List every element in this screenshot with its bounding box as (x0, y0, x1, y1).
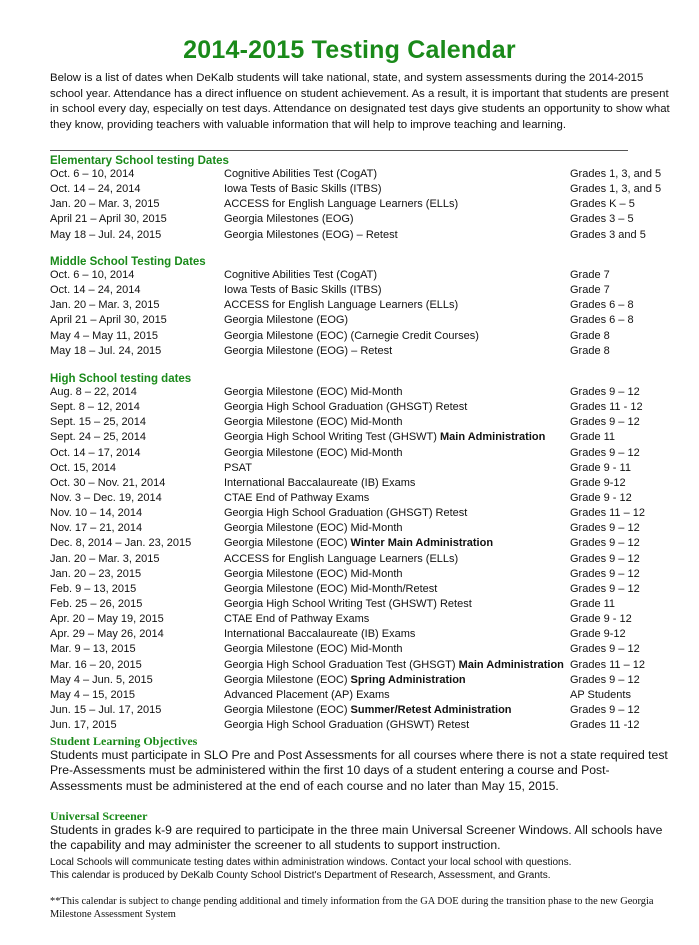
grade-cell: Grades 9 – 12 (570, 537, 640, 550)
intro-paragraph: Below is a list of dates when DeKalb students will take national, state, and system assessments during the 2014-2015 school year. Attendance has a direct influence on student achievement. As a result, it is important that students are present in school every day, especially on test days. Attendance on designated test days give students an opportunity to show what they know, providing teachers with valuable information that will help to improve teaching and learning. (50, 72, 670, 131)
test-name: ACCESS for English Language Learners (ELLs) (224, 198, 459, 211)
date-cell: Sept. 24 – 25, 2014 (50, 431, 147, 444)
test-cell (224, 552, 458, 567)
grade-cell: Grades 6 – 8 (570, 299, 634, 312)
local-note: Local Schools will communicate testing dates within administration windows. Contact your local school with questions. (50, 857, 572, 868)
date-cell: Oct. 6 – 10, 2014 (50, 269, 135, 281)
test-administration: Winter Main Administration (350, 537, 494, 550)
table-row (50, 182, 670, 197)
test-cell (224, 385, 403, 400)
date-cell: May 4 – 15, 2015 (50, 688, 136, 701)
grade-cell: Grades 9 – 12 (570, 567, 640, 580)
test-name: Georgia Milestone (EOG) (224, 314, 349, 327)
test-name: Iowa Tests of Basic Skills (ITBS) (224, 183, 382, 196)
test-cell (224, 167, 377, 182)
footnote: **This calendar is subject to change pending additional and timely information from the GA DOE during the transition phase to the new Georgia Milestone Assessment System (50, 896, 654, 920)
grade-cell: Grades 11 – 12 (570, 658, 646, 671)
date-cell: Oct. 14 – 24, 2014 (50, 183, 141, 196)
date-cell: Jan. 20 – Mar. 3, 2015 (50, 198, 160, 211)
test-administration: Main Administration (458, 658, 564, 671)
test-name: Georgia Milestone (EOC) Mid-Month (224, 643, 403, 656)
table-row (50, 212, 670, 227)
date-cell: May 18 – Jul. 24, 2015 (50, 228, 162, 241)
test-cell (224, 228, 398, 243)
test-cell (224, 506, 467, 521)
test-cell (224, 415, 403, 430)
test-cell (224, 597, 472, 612)
test-name: Georgia Milestone (EOC) Mid-Month (224, 567, 403, 580)
grade-cell: Grade 8 (570, 329, 610, 342)
test-cell (224, 268, 377, 283)
test-cell (224, 197, 458, 212)
test-name: Georgia Milestone (EOC) Mid-Month (224, 522, 403, 535)
grade-cell: Grade 7 (570, 269, 610, 281)
table-row (50, 521, 670, 536)
date-cell: Nov. 17 – 21, 2014 (50, 522, 143, 535)
table-row (50, 344, 670, 359)
table-row (50, 552, 670, 567)
test-name: Georgia High School Graduation (GHSGT) Retest (224, 507, 468, 520)
elementary-table (50, 167, 670, 243)
grade-cell: Grades 9 – 12 (570, 446, 640, 459)
test-cell (224, 718, 469, 733)
test-cell (224, 673, 466, 688)
date-cell: Sept. 15 – 25, 2014 (50, 416, 147, 429)
date-cell: April 21 – April 30, 2015 (50, 213, 167, 226)
date-cell: Oct. 15, 2014 (50, 461, 117, 474)
test-name: Georgia Milestone (EOG) – Retest (224, 344, 393, 357)
date-cell: Aug. 8 – 22, 2014 (50, 386, 137, 398)
table-row (50, 329, 670, 344)
table-row (50, 506, 670, 521)
test-cell (224, 461, 252, 476)
grade-cell: Grade 9-12 (570, 476, 626, 489)
date-cell: Oct. 30 – Nov. 21, 2014 (50, 476, 166, 489)
grade-cell: Grades 11 -12 (570, 719, 640, 732)
test-cell (224, 627, 415, 642)
test-cell (224, 446, 403, 461)
test-name: Georgia High School Graduation Test (GHSGT) (224, 658, 459, 671)
date-cell: Jan. 20 – Mar. 3, 2015 (50, 552, 160, 565)
date-cell: Jun. 17, 2015 (50, 719, 117, 732)
high-section-title: High School testing dates (50, 373, 192, 385)
grade-cell: Grades 1, 3, and 5 (570, 168, 662, 180)
grade-cell: Grade 11 (570, 597, 616, 610)
test-cell (224, 703, 512, 718)
test-cell (224, 212, 354, 227)
test-name: PSAT (224, 461, 252, 474)
test-cell (224, 313, 348, 328)
table-row (50, 597, 670, 612)
produced-note: This calendar is produced by DeKalb County School District's Department of Research, Assessment, and Grants. (50, 870, 551, 881)
middle-table (50, 268, 670, 359)
date-cell: Mar. 16 – 20, 2015 (50, 658, 142, 671)
table-row (50, 197, 670, 212)
date-cell: Oct. 14 – 17, 2014 (50, 446, 141, 459)
date-cell: Nov. 10 – 14, 2014 (50, 507, 143, 520)
test-cell (224, 430, 545, 445)
table-row (50, 415, 670, 430)
date-cell: Nov. 3 – Dec. 19, 2014 (50, 491, 162, 504)
table-row (50, 446, 670, 461)
slo-text: Students must participate in SLO Pre and Post Assessments for all courses where there is not a state required test Pre-Assessments must be administered within the first 10 days of a student entering a course and Post-Assessments must be administered at the end of each course and no later than May 15, 2015. (50, 748, 668, 793)
grade-cell: Grades 3 – 5 (570, 213, 634, 226)
test-name: Georgia Milestone (EOC) Mid-Month (224, 446, 403, 459)
grade-cell: Grades 9 – 12 (570, 386, 640, 398)
test-name: Georgia Milestone (EOC) Mid-Month/Retest (224, 582, 438, 595)
table-row (50, 313, 670, 328)
table-row (50, 228, 670, 243)
test-administration: Main Administration (440, 431, 546, 444)
date-cell: Jan. 20 – 23, 2015 (50, 567, 142, 580)
table-row (50, 642, 670, 657)
grade-cell: Grades 9 – 12 (570, 703, 640, 716)
table-row (50, 268, 670, 283)
table-row (50, 582, 670, 597)
middle-section-title: Middle School Testing Dates (50, 256, 206, 268)
test-name: Cognitive Abilities Test (CogAT) (224, 269, 378, 281)
grade-cell: Grade 8 (570, 344, 610, 357)
date-cell: May 18 – Jul. 24, 2015 (50, 344, 162, 357)
date-cell: Apr. 20 – May 19, 2015 (50, 613, 164, 626)
test-cell (224, 536, 493, 551)
table-row (50, 703, 670, 718)
table-row (50, 430, 670, 445)
high-table (50, 385, 670, 733)
page-title: 2014-2015 Testing Calendar (183, 36, 516, 64)
test-name: Iowa Tests of Basic Skills (ITBS) (224, 284, 382, 297)
test-cell (224, 567, 403, 582)
date-cell: Jan. 20 – Mar. 3, 2015 (50, 299, 160, 312)
date-cell: Oct. 6 – 10, 2014 (50, 168, 135, 180)
grade-cell: Grades K – 5 (570, 198, 635, 211)
test-name: Georgia High School Graduation (GHSGT) Retest (224, 401, 468, 414)
date-cell: May 4 – Jun. 5, 2015 (50, 673, 153, 686)
test-name: Georgia High School Writing Test (GHSWT) (224, 431, 440, 444)
grade-cell: Grades 6 – 8 (570, 314, 634, 327)
test-cell (224, 329, 479, 344)
test-name: Cognitive Abilities Test (CogAT) (224, 168, 378, 180)
grade-cell: Grades 9 – 12 (570, 643, 640, 656)
test-administration: Summer/Retest Administration (350, 703, 512, 716)
date-cell: Jun. 15 – Jul. 17, 2015 (50, 703, 162, 716)
test-name: Georgia Milestone (EOC) Mid-Month (224, 416, 403, 429)
test-name: Georgia Milestones (EOG) – Retest (224, 228, 398, 241)
table-row (50, 718, 670, 733)
table-row (50, 385, 670, 400)
grade-cell: Grades 9 – 12 (570, 582, 640, 595)
table-row (50, 461, 670, 476)
test-cell (224, 298, 458, 313)
grade-cell: Grade 9 - 12 (570, 613, 632, 626)
divider (50, 150, 628, 151)
test-cell (224, 688, 390, 703)
test-cell (224, 182, 382, 197)
grade-cell: Grade 9 - 11 (570, 461, 631, 474)
date-cell: Mar. 9 – 13, 2015 (50, 643, 136, 656)
grade-cell: Grade 7 (570, 284, 610, 297)
table-row (50, 567, 670, 582)
grade-cell: Grade 9 - 12 (570, 491, 632, 504)
test-name: CTAE End of Pathway Exams (224, 613, 370, 626)
table-row (50, 673, 670, 688)
test-name: ACCESS for English Language Learners (ELLs) (224, 299, 459, 312)
table-row (50, 536, 670, 551)
test-name: Advanced Placement (AP) Exams (224, 688, 390, 701)
test-cell (224, 612, 369, 627)
grade-cell: Grades 1, 3, and 5 (570, 183, 662, 196)
date-cell: Feb. 25 – 26, 2015 (50, 597, 143, 610)
grade-cell: Grade 9-12 (570, 628, 626, 641)
date-cell: Oct. 14 – 24, 2014 (50, 284, 141, 297)
slo-title: Student Learning Objectives (50, 734, 198, 748)
table-row (50, 658, 670, 673)
elementary-section-title: Elementary School testing Dates (50, 155, 229, 167)
test-cell (224, 582, 437, 597)
test-name: Georgia Milestone (EOC) Mid-Month (224, 386, 403, 398)
grade-cell: Grades 9 – 12 (570, 673, 640, 686)
date-cell: April 21 – April 30, 2015 (50, 314, 167, 327)
date-cell: Sept. 8 – 12, 2014 (50, 401, 140, 414)
test-name: Georgia High School Writing Test (GHSWT) Retest (224, 597, 472, 610)
grade-cell: AP Students (570, 688, 631, 701)
grade-cell: Grades 3 and 5 (570, 228, 646, 241)
grade-cell: Grades 9 – 12 (570, 522, 640, 535)
test-cell (224, 344, 392, 359)
test-name: Georgia Milestone (EOC) (224, 673, 351, 686)
test-cell (224, 491, 369, 506)
test-name: Georgia Milestone (EOC) (Carnegie Credit Courses) (224, 329, 479, 342)
test-name: CTAE End of Pathway Exams (224, 491, 370, 504)
screener-text: Students in grades k-9 are required to participate in the three main Universal Screener Windows. All schools have the capability and may administer the screener to all students to support instruction. (50, 823, 663, 853)
test-cell (224, 400, 467, 415)
table-row (50, 167, 670, 182)
table-row (50, 627, 670, 642)
date-cell: Dec. 8, 2014 – Jan. 23, 2015 (50, 537, 192, 550)
test-cell (224, 476, 415, 491)
table-row (50, 476, 670, 491)
screener-title: Universal Screener (50, 809, 148, 823)
grade-cell: Grade 11 (570, 431, 616, 444)
table-row (50, 491, 670, 506)
table-row (50, 283, 670, 298)
test-name: Georgia Milestones (EOG) (224, 213, 354, 226)
grade-cell: Grades 11 – 12 (570, 507, 646, 520)
test-name: Georgia Milestone (EOC) (224, 703, 351, 716)
date-cell: Apr. 29 – May 26, 2014 (50, 628, 164, 641)
table-row (50, 298, 670, 313)
table-row (50, 400, 670, 415)
test-name: ACCESS for English Language Learners (ELLs) (224, 552, 459, 565)
grade-cell: Grades 9 – 12 (570, 416, 640, 429)
test-name: International Baccalaureate (IB) Exams (224, 476, 416, 489)
test-cell (224, 658, 564, 673)
test-cell (224, 521, 403, 536)
date-cell: Feb. 9 – 13, 2015 (50, 582, 137, 595)
date-cell: May 4 – May 11, 2015 (50, 329, 159, 342)
table-row (50, 688, 670, 703)
test-cell (224, 283, 382, 298)
test-name: International Baccalaureate (IB) Exams (224, 628, 416, 641)
grade-cell: Grades 9 – 12 (570, 552, 640, 565)
grade-cell: Grades 11 - 12 (570, 401, 643, 414)
table-row (50, 612, 670, 627)
test-name: Georgia High School Graduation (GHSWT) Retest (224, 719, 470, 732)
test-cell (224, 642, 403, 657)
test-name: Georgia Milestone (EOC) (224, 537, 351, 550)
test-administration: Spring Administration (350, 673, 466, 686)
